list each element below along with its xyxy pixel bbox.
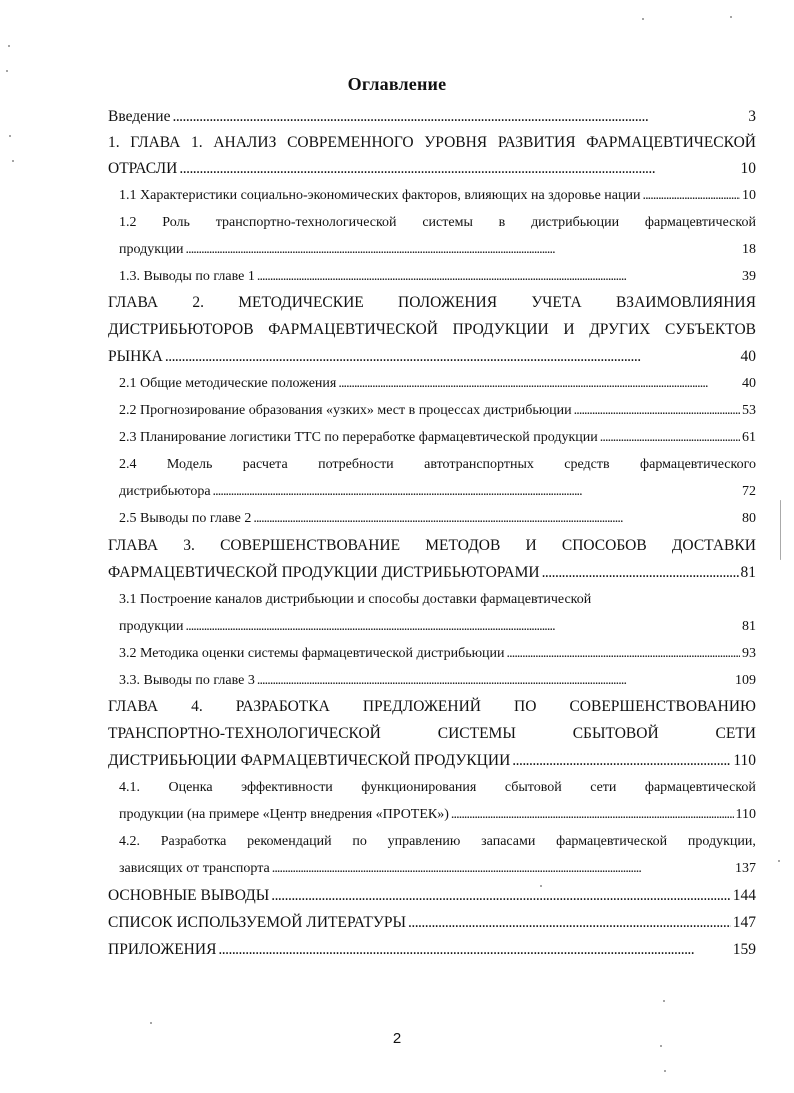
scan-speck (663, 1000, 665, 1002)
toc-entry-chapter-2[interactable]: ГЛАВА 2. МЕТОДИЧЕСКИЕ ПОЛОЖЕНИЯ УЧЕТА ВЗАИМОВЛИЯНИЯ (108, 294, 756, 311)
toc-entry-2-1[interactable]: 2.1 Общие методические положения . . . 40 (119, 372, 756, 396)
toc-entry-bibliography[interactable]: СПИСОК ИСПОЛЬЗУЕМОЙ ЛИТЕРАТУРЫ . . . 147 (108, 911, 756, 935)
scan-speck (780, 500, 781, 560)
toc-entry-1-3[interactable]: 1.3. Выводы по главе 1 . . . 39 (119, 265, 756, 289)
scan-speck (6, 70, 8, 72)
scan-speck (730, 16, 732, 18)
toc-entry-chapter-2-cont[interactable]: РЫНКА . . . 40 (108, 345, 756, 369)
scan-speck (540, 885, 542, 887)
toc-entry-2-3[interactable]: 2.3 Планирование логистики ТТС по переработке фармацевтической продукции . . . 61 (119, 426, 756, 450)
toc-entry-1-2-cont[interactable]: продукции . . . 18 (119, 238, 756, 262)
toc-entry-chapter-3[interactable]: ГЛАВА 3. СОВЕРШЕНСТВОВАНИЕ МЕТОДОВ И СПОСОБОВ ДОСТАВКИ (108, 537, 756, 554)
toc-entry-intro[interactable]: Введение . . . 3 (108, 105, 756, 129)
toc-entry-4-1-cont[interactable]: продукции (на примере «Центр внедрения «ПРОТЕК») . . . 110 (119, 803, 756, 827)
toc-entry-1-2[interactable]: 1.2 Роль транспортно-технологической системы в дистрибьюции фармацевтической (119, 215, 756, 230)
page-title: Оглавление (347, 74, 447, 94)
scan-speck (664, 1070, 666, 1072)
toc-entry-3-3[interactable]: 3.3. Выводы по главе 3 . . . 109 (119, 669, 756, 693)
toc-entry-3-2[interactable]: 3.2 Методика оценки системы фармацевтической дистрибьюции . . . 93 (119, 642, 756, 666)
scan-speck (12, 160, 14, 162)
toc-entry-3-1[interactable]: 3.1 Построение каналов дистрибьюции и способы доставки фармацевтической (119, 592, 592, 607)
toc-entry-2-5[interactable]: 2.5 Выводы по главе 2 . . . 80 (119, 507, 756, 531)
scan-speck (150, 1022, 152, 1024)
toc-entry-chapter-4[interactable]: ГЛАВА 4. РАЗРАБОТКА ПРЕДЛОЖЕНИЙ ПО СОВЕРШЕНСТВОВАНИЮ (108, 698, 756, 715)
toc-entry-chapter-4-cont[interactable]: ДИСТРИБЬЮЦИИ ФАРМАЦЕВТИЧЕСКОЙ ПРОДУКЦИИ . . . 110 (108, 749, 756, 773)
scan-speck (778, 860, 780, 862)
toc-entry-chapter-1-cont[interactable]: ОТРАСЛИ . . . 10 (108, 157, 756, 181)
toc-entry-3-1-cont[interactable]: продукции . . . 81 (119, 615, 756, 639)
toc-entry-chapter-3-cont[interactable]: ФАРМАЦЕВТИЧЕСКОЙ ПРОДУКЦИИ ДИСТРИБЬЮТОРАМИ . . . 81 (108, 561, 756, 585)
scan-speck (642, 18, 644, 20)
toc-entry-chapter-2-line-2[interactable]: ДИСТРИБЬЮТОРОВ ФАРМАЦЕВТИЧЕСКОЙ ПРОДУКЦИИ И ДРУГИХ СУБЪЕКТОВ (108, 321, 756, 338)
toc-entry-4-2[interactable]: 4.2. Разработка рекомендаций по управлению запасами фармацевтической продукции, (119, 834, 756, 849)
toc-entry-chapter-1[interactable]: 1. ГЛАВА 1. АНАЛИЗ СОВРЕМЕННОГО УРОВНЯ РАЗВИТИЯ ФАРМАЦЕВТИЧЕСКОЙ (108, 134, 756, 151)
scan-speck (9, 135, 11, 137)
scan-speck (660, 1045, 662, 1047)
page-number: 2 (392, 1030, 402, 1047)
toc-entry-appendices[interactable]: ПРИЛОЖЕНИЯ . . . 159 (108, 938, 756, 962)
scan-speck (8, 45, 10, 47)
toc-entry-chapter-4-line-2[interactable]: ТРАНСПОРТНО-ТЕХНОЛОГИЧЕСКОЙ СИСТЕМЫ СБЫТОВОЙ СЕТИ (108, 725, 756, 742)
toc-entry-2-4[interactable]: 2.4 Модель расчета потребности автотранспортных средств фармацевтического (119, 457, 756, 472)
toc-entry-2-4-cont[interactable]: дистрибьютора . . . 72 (119, 480, 756, 504)
toc-entry-1-1[interactable]: 1.1 Характеристики социально-экономических факторов, влияющих на здоровье нации . . . 10 (119, 184, 756, 208)
toc-entry-4-2-cont[interactable]: зависящих от транспорта . . . 137 (119, 857, 756, 881)
toc-entry-2-2[interactable]: 2.2 Прогнозирование образования «узких» мест в процессах дистрибьюции . . . 53 (119, 399, 756, 423)
toc-entry-4-1[interactable]: 4.1. Оценка эффективности функционирования сбытовой сети фармацевтической (119, 780, 756, 795)
toc-entry-conclusions[interactable]: ОСНОВНЫЕ ВЫВОДЫ . . . 144 (108, 884, 756, 908)
